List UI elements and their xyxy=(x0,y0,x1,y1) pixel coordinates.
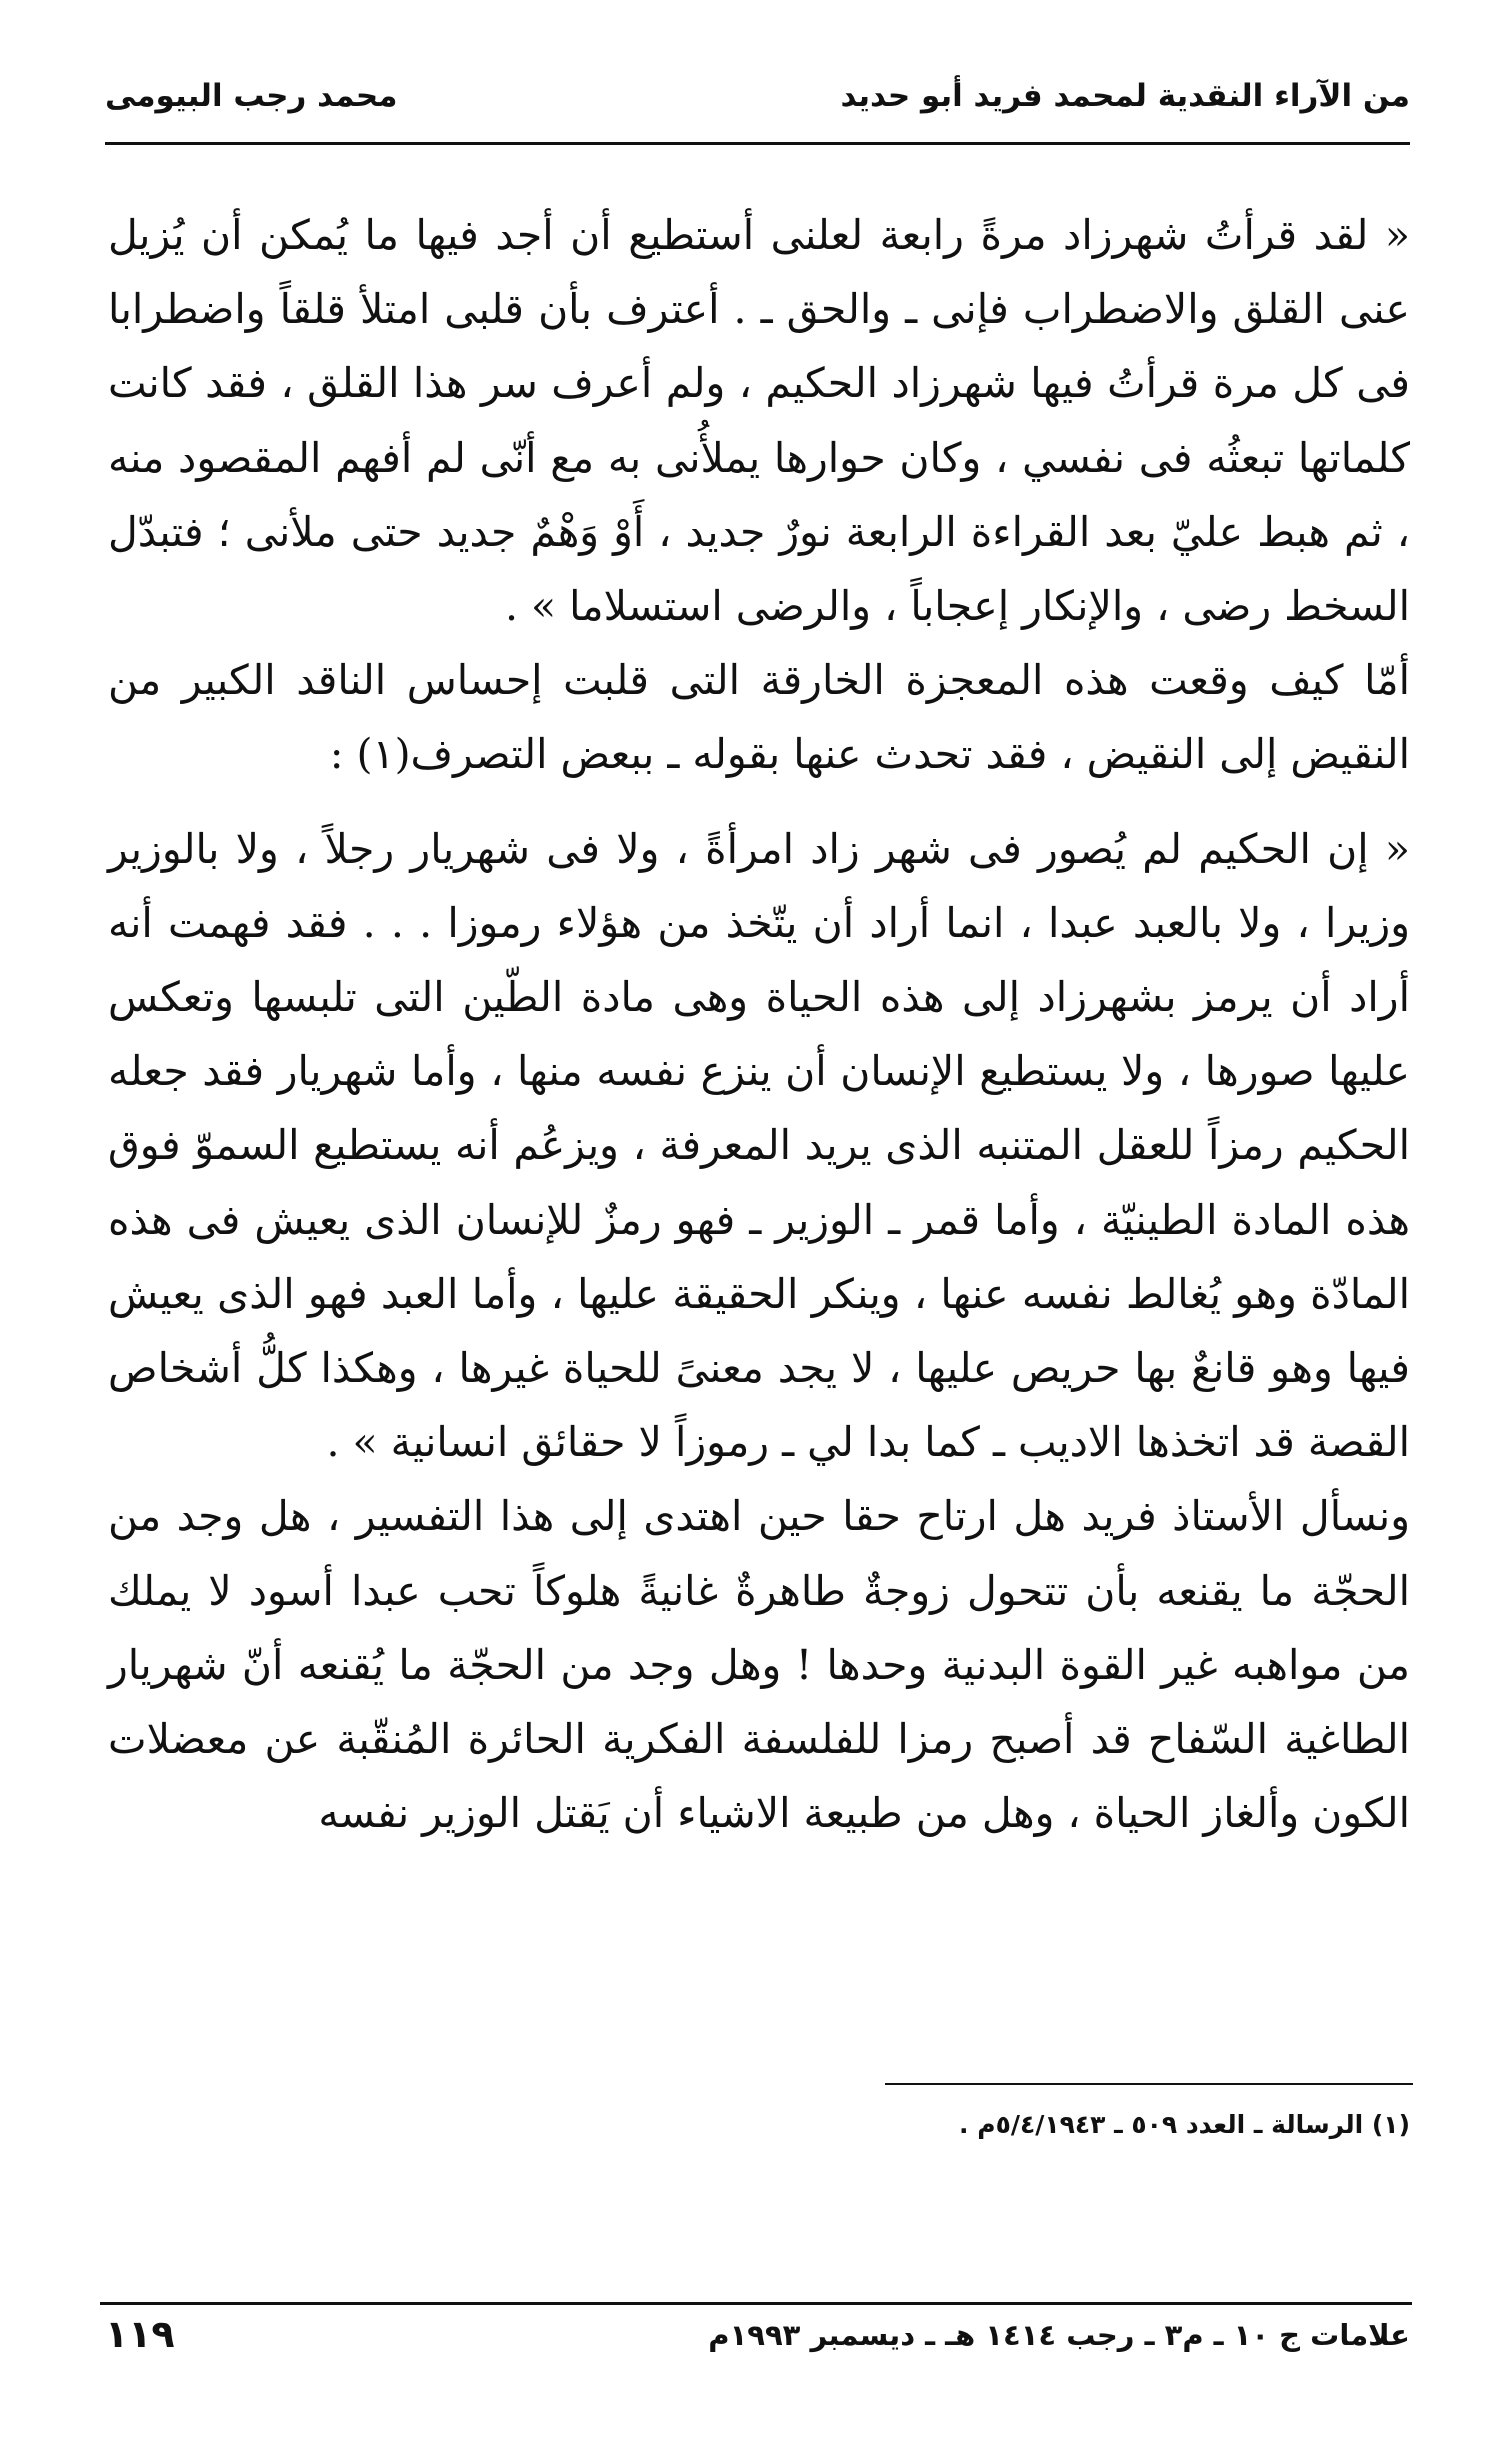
quote-paragraph-1: « لقد قرأتُ شهرزاد مرةً رابعة لعلنى أستطيع أن أجد فيها ما يُمكن أن يُزيل عنى القلق والاضطراب فإنى ـ والحق ـ . أعترف بأن قلبى امتلأ قلقاً واضطرابا فى كل مرة قرأتُ فيها شهرزاد الحكيم ، ولم أعرف سر هذا القلق ، فقد كانت كلماتها تبعثُه فى نفسي ، وكان حوارها يملأُنى به مع أنّى لم أفهم المقصود منه ، ثم هبط عليّ بعد القراءة الرابعة نورٌ جديد ، أَوْ وَهْمٌ جديد حتى ملأنى ؛ فتبدّل السخط رضى ، والإنكار إعجاباً ، والرضى استسلاما » . xyxy=(108,211,1410,631)
footnote-rule xyxy=(885,2083,1413,2085)
running-header xyxy=(105,70,1410,130)
author-name: محمد رجب البيومى xyxy=(105,78,398,114)
quote-paragraph-3: « إن الحكيم لم يُصور فى شهر زاد امرأةً ، ولا فى شهريار رجلاً ، ولا بالوزير وزيرا ، ولا بالعبد عبدا ، انما أراد أن يتّخذ من هؤلاء رموزا . . . فقد فهمت أنه أراد أن يرمز بشهرزاد إلى هذه الحياة وهى مادة الطّين التى تلبسها وتعكس عليها صورها ، ولا يستطيع الإنسان أن ينزع نفسه منها ، وأما شهريار فقد جعله الحكيم رمزاً للعقل المتنبه الذى يريد المعرفة ، ويزعُم أنه يستطيع السموّ فوق هذه المادة الطينيّة ، وأما قمر ـ الوزير ـ فهو رمزٌ للإنسان الذى يعيش فى هذه المادّة وهو يُغالط نفسه عنها ، وينكر الحقيقة عليها ، وأما العبد فهو الذى يعيش فيها وهو قانعٌ بها حريص عليها ، لا يجد معنىً للحياة غيرها ، وهكذا كلُّ أشخاص القصة قد اتخذها الاديب ـ كما بدا لي ـ رموزاً لا حقائق انسانية » . xyxy=(108,824,1410,1467)
page-footer xyxy=(105,2312,1410,2368)
body-text xyxy=(108,198,1410,1850)
article-title: من الآراء النقدية لمحمد فريد أبو حديد xyxy=(840,78,1410,114)
header-rule xyxy=(105,142,1410,145)
journal-issue: علامات ج ١٠ ـ م٣ ـ رجب ١٤١٤ هـ ـ ديسمبر ١٩٩٣م xyxy=(708,2318,1410,2352)
page-number: ١١٩ xyxy=(105,2312,175,2356)
paragraph-2: أمّا كيف وقعت هذه المعجزة الخارقة التى قلبت إحساس الناقد الكبير من النقيض إلى النقيض ، فقد تحدث عنها بقوله ـ ببعض التصرف(١) : xyxy=(108,656,1410,779)
footnote: (١) الرسالة ـ العدد ٥٠٩ ـ ٥/٤/١٩٤٣م . xyxy=(959,2110,1410,2139)
paragraph-4: ونسأل الأستاذ فريد هل ارتاح حقا حين اهتدى إلى هذا التفسير ، هل وجد من الحجّة ما يقنعه بأن تتحول زوجةٌ طاهرةٌ غانيةً هلوكاً تحب عبدا أسود لا يملك من مواهبه غير القوة البدنية وحدها ! وهل وجد من الحجّة ما يُقنعه أنّ شهريار الطاغية السّفاح قد أصبح رمزا للفلسفة الفكرية الحائرة المُنقّبة عن معضلات الكون وألغاز الحياة ، وهل من طبيعة الاشياء أن يَقتل الوزير نفسه xyxy=(108,1492,1410,1838)
footer-rule xyxy=(100,2302,1412,2305)
